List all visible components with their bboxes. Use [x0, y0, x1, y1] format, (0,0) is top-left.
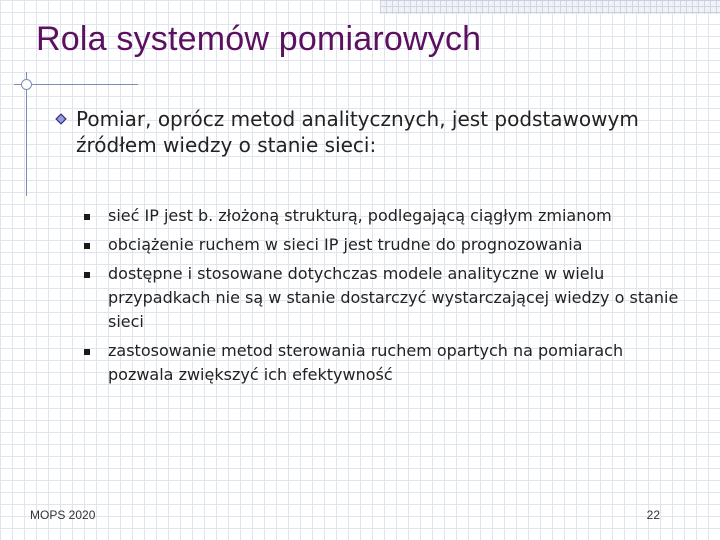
sub-bullet-item: [84, 339, 684, 387]
main-bullet-text: Pomiar, oprócz metod analitycznych, jest podstawowym źródłem wiedzy o stanie sieci:: [76, 107, 639, 157]
decorative-grid-band: [380, 0, 720, 14]
footer-page-number: 22: [646, 508, 660, 522]
main-bullet: [54, 106, 694, 158]
sub-bullet-list: [84, 204, 684, 392]
square-bullet-icon: [84, 272, 90, 278]
title-rule-ring: [21, 79, 32, 90]
sub-bullet-text: sieć IP jest b. złożoną strukturą, podlegającą ciągłym zmianom: [108, 206, 612, 225]
sub-bullet-text: dostępne i stosowane dotychczas modele analityczne w wielu przypadkach nie są w stanie dostarczyć wystarczającej wiedzy o stanie sieci: [108, 264, 679, 331]
slide-title: Rola systemów pomiarowych: [36, 20, 482, 58]
sub-bullet-item: [84, 262, 684, 334]
diamond-bullet-icon: [54, 112, 68, 126]
title-rule-vertical: [26, 72, 27, 196]
sub-bullet-text: obciążenie ruchem w sieci IP jest trudne do prognozowania: [108, 235, 583, 254]
sub-bullet-item: [84, 233, 684, 257]
square-bullet-icon: [84, 243, 90, 249]
footer-course-label: MOPS 2020: [30, 508, 96, 522]
sub-bullet-item: [84, 204, 684, 228]
square-bullet-icon: [84, 214, 90, 220]
square-bullet-icon: [84, 349, 90, 355]
sub-bullet-text: zastosowanie metod sterowania ruchem opartych na pomiarach pozwala zwiększyć ich efektywność: [108, 341, 624, 384]
title-rule-horizontal: [14, 84, 138, 85]
